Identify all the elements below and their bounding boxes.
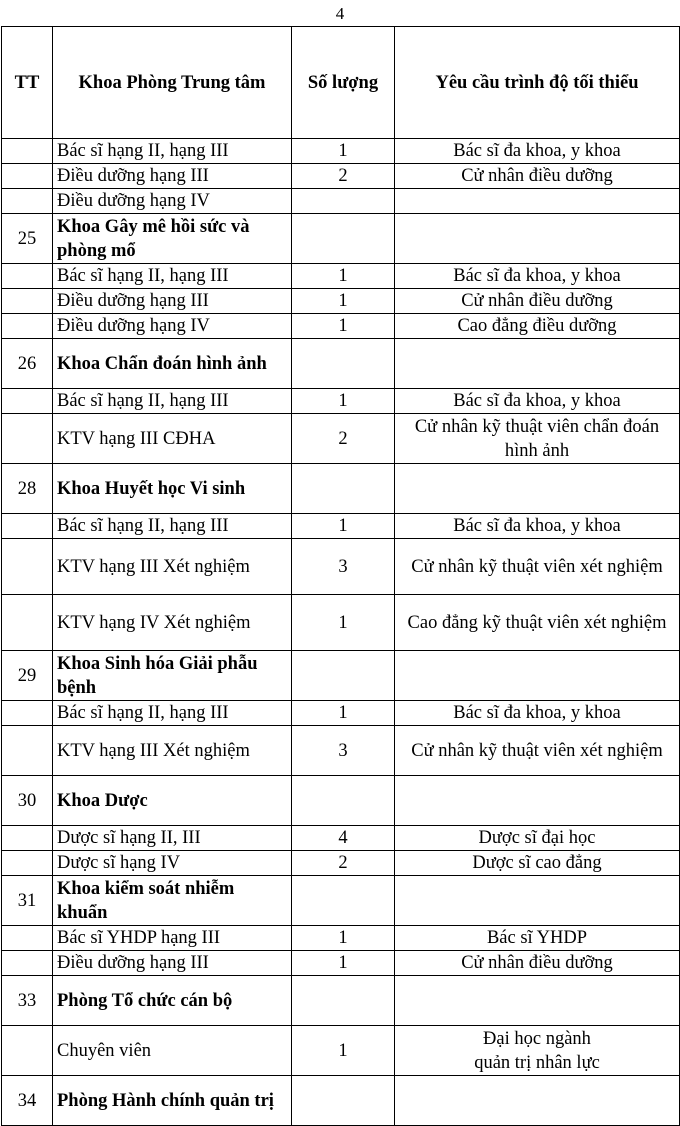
row-number [2, 539, 53, 595]
row-quantity: 1 [292, 139, 395, 164]
row-requirement: Dược sĩ cao đẳng [395, 851, 680, 876]
row-requirement [395, 214, 680, 264]
row-quantity: 3 [292, 539, 395, 595]
row-quantity [292, 976, 395, 1026]
row-quantity: 1 [292, 951, 395, 976]
staffing-table [1, 26, 680, 1126]
section-row [2, 1076, 680, 1126]
table-row [2, 189, 680, 214]
row-quantity: 3 [292, 726, 395, 776]
row-quantity: 1 [292, 926, 395, 951]
row-department: Khoa Dược [53, 776, 292, 826]
row-requirement: Cao đẳng điều dưỡng [395, 314, 680, 339]
row-number [2, 851, 53, 876]
row-number: 33 [2, 976, 53, 1026]
row-number [2, 726, 53, 776]
table-row [2, 951, 680, 976]
section-row [2, 976, 680, 1026]
row-quantity: 1 [292, 595, 395, 651]
table-row [2, 726, 680, 776]
row-number: 34 [2, 1076, 53, 1126]
row-number: 31 [2, 876, 53, 926]
row-quantity [292, 776, 395, 826]
table-row [2, 289, 680, 314]
row-quantity: 2 [292, 164, 395, 189]
table-row [2, 139, 680, 164]
table-row [2, 164, 680, 189]
row-requirement: Cử nhân điều dưỡng [395, 289, 680, 314]
row-quantity: 4 [292, 826, 395, 851]
row-department: Dược sĩ hạng II, III [53, 826, 292, 851]
row-quantity: 1 [292, 389, 395, 414]
table-row [2, 389, 680, 414]
row-number [2, 951, 53, 976]
row-department: Khoa kiểm soát nhiễm khuẩn [53, 876, 292, 926]
row-requirement: Bác sĩ đa khoa, y khoa [395, 701, 680, 726]
table-row [2, 314, 680, 339]
page-number: 4 [335, 4, 345, 23]
row-number: 26 [2, 339, 53, 389]
row-requirement: Dược sĩ đại học [395, 826, 680, 851]
row-requirement: Đại học ngành quản trị nhân lực [395, 1026, 680, 1076]
row-number: 25 [2, 214, 53, 264]
row-number: 30 [2, 776, 53, 826]
row-department: Bác sĩ hạng II, hạng III [53, 139, 292, 164]
section-row [2, 651, 680, 701]
row-department: Bác sĩ hạng II, hạng III [53, 264, 292, 289]
row-requirement [395, 1076, 680, 1126]
row-quantity: 1 [292, 514, 395, 539]
row-number [2, 701, 53, 726]
row-requirement [395, 189, 680, 214]
section-row [2, 214, 680, 264]
row-number [2, 164, 53, 189]
table-row [2, 514, 680, 539]
row-department: Khoa Gây mê hồi sức và phòng mổ [53, 214, 292, 264]
row-quantity [292, 214, 395, 264]
row-number [2, 514, 53, 539]
header-department: Khoa Phòng Trung tâm [53, 27, 292, 139]
row-department: KTV hạng III CĐHA [53, 414, 292, 464]
table-row [2, 851, 680, 876]
row-quantity: 1 [292, 289, 395, 314]
row-department: Dược sĩ hạng IV [53, 851, 292, 876]
row-quantity [292, 464, 395, 514]
row-requirement: Bác sĩ đa khoa, y khoa [395, 139, 680, 164]
row-number [2, 826, 53, 851]
row-number [2, 926, 53, 951]
row-requirement [395, 464, 680, 514]
row-quantity: 2 [292, 414, 395, 464]
row-department: Phòng Hành chính quản trị [53, 1076, 292, 1126]
row-requirement: Cử nhân kỹ thuật viên xét nghiệm [395, 726, 680, 776]
row-number: 29 [2, 651, 53, 701]
table-row [2, 539, 680, 595]
row-requirement: Bác sĩ đa khoa, y khoa [395, 264, 680, 289]
row-requirement [395, 976, 680, 1026]
row-department: Khoa Chẩn đoán hình ảnh [53, 339, 292, 389]
row-number [2, 1026, 53, 1076]
table-row [2, 414, 680, 464]
section-row [2, 876, 680, 926]
row-department: KTV hạng IV Xét nghiệm [53, 595, 292, 651]
row-requirement: Cử nhân kỹ thuật viên xét nghiệm [395, 539, 680, 595]
row-number [2, 314, 53, 339]
row-quantity [292, 651, 395, 701]
row-department: Điều dưỡng hạng III [53, 289, 292, 314]
row-department: Bác sĩ YHDP hạng III [53, 926, 292, 951]
header-requirement: Yêu cầu trình độ tối thiểu [395, 27, 680, 139]
row-number [2, 289, 53, 314]
section-row [2, 464, 680, 514]
row-number: 28 [2, 464, 53, 514]
row-department: Bác sĩ hạng II, hạng III [53, 389, 292, 414]
row-requirement: Bác sĩ YHDP [395, 926, 680, 951]
section-row [2, 776, 680, 826]
table-row [2, 826, 680, 851]
row-department: KTV hạng III Xét nghiệm [53, 539, 292, 595]
table-header-row [2, 27, 680, 139]
row-department: Chuyên viên [53, 1026, 292, 1076]
row-department: Điều dưỡng hạng III [53, 951, 292, 976]
row-requirement: Cử nhân điều dưỡng [395, 951, 680, 976]
table-body [2, 139, 680, 1126]
row-quantity [292, 1076, 395, 1126]
row-department: Điều dưỡng hạng III [53, 164, 292, 189]
row-department: Khoa Sinh hóa Giải phẫu bệnh [53, 651, 292, 701]
row-requirement: Bác sĩ đa khoa, y khoa [395, 389, 680, 414]
header-tt: TT [2, 27, 53, 139]
row-quantity: 1 [292, 1026, 395, 1076]
row-requirement [395, 876, 680, 926]
row-number [2, 414, 53, 464]
row-number [2, 595, 53, 651]
row-quantity [292, 189, 395, 214]
row-number [2, 264, 53, 289]
row-quantity [292, 339, 395, 389]
table-row [2, 264, 680, 289]
row-department: Khoa Huyết học Vi sinh [53, 464, 292, 514]
row-department: Bác sĩ hạng II, hạng III [53, 514, 292, 539]
row-department: Phòng Tổ chức cán bộ [53, 976, 292, 1026]
row-number [2, 189, 53, 214]
row-quantity: 1 [292, 314, 395, 339]
header-quantity: Số lượng [292, 27, 395, 139]
table-row [2, 701, 680, 726]
row-requirement [395, 776, 680, 826]
row-department: Điều dưỡng hạng IV [53, 314, 292, 339]
table-row [2, 595, 680, 651]
row-quantity: 1 [292, 264, 395, 289]
row-quantity [292, 876, 395, 926]
row-requirement: Cử nhân kỹ thuật viên chẩn đoán hình ảnh [395, 414, 680, 464]
row-requirement: Cao đẳng kỹ thuật viên xét nghiệm [395, 595, 680, 651]
row-requirement [395, 651, 680, 701]
row-number [2, 389, 53, 414]
row-quantity: 2 [292, 851, 395, 876]
row-department: Điều dưỡng hạng IV [53, 189, 292, 214]
table-row [2, 926, 680, 951]
row-requirement: Cử nhân điều dưỡng [395, 164, 680, 189]
row-quantity: 1 [292, 701, 395, 726]
table-row [2, 1026, 680, 1076]
row-department: Bác sĩ hạng II, hạng III [53, 701, 292, 726]
row-number [2, 139, 53, 164]
row-requirement: Bác sĩ đa khoa, y khoa [395, 514, 680, 539]
section-row [2, 339, 680, 389]
row-department: KTV hạng III Xét nghiệm [53, 726, 292, 776]
row-requirement [395, 339, 680, 389]
